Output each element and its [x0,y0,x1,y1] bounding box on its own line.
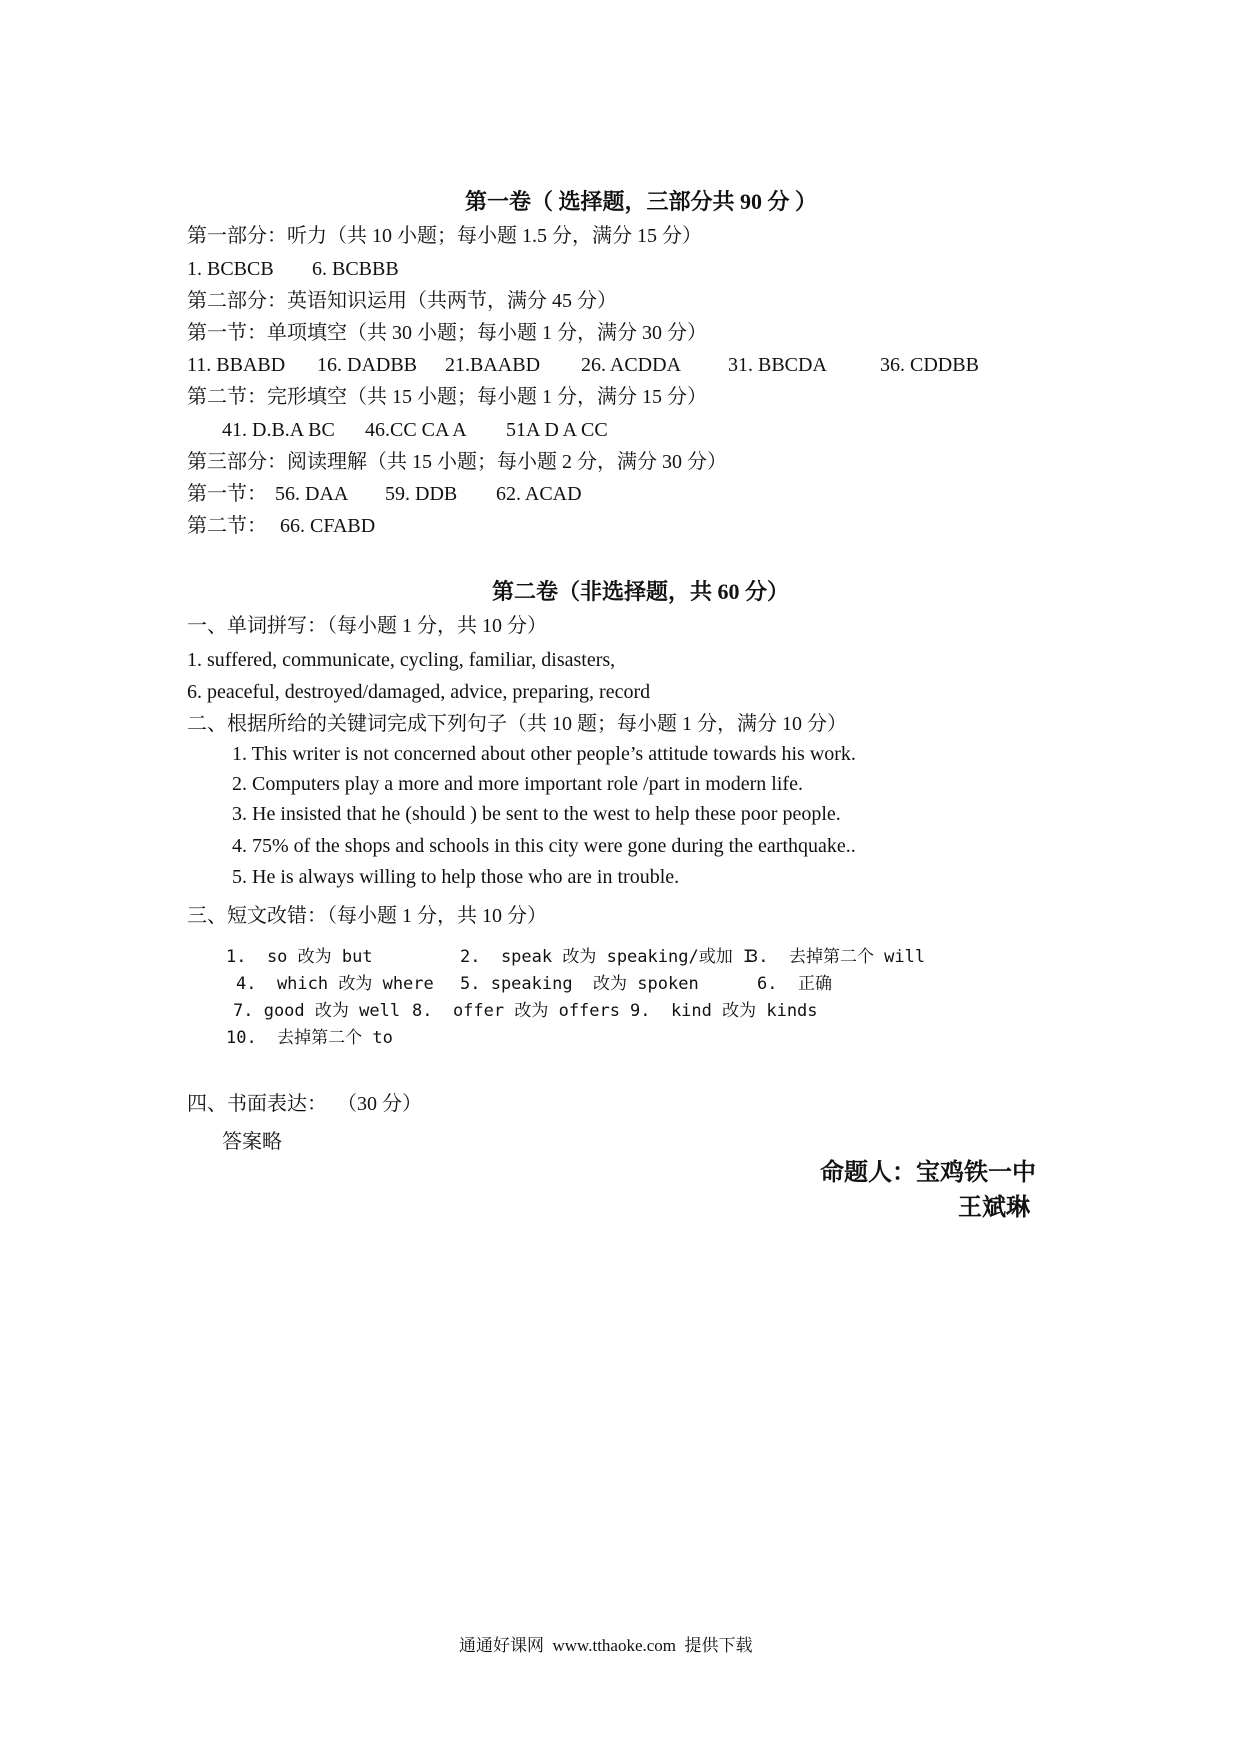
listening-answers-1: 1. BCBCB [187,258,274,280]
correction-item: 7. good 改为 well [233,1001,401,1021]
cloze-group: 51A D A CC [506,419,608,441]
sentence-answer: 5. He is always willing to help those who are in trouble. [232,866,680,888]
single-choice-group: 31. BBCDA [728,354,827,376]
reading-section2-label: 第二节： [187,515,267,537]
listening-header: 第一部分：听力（共 10 小题；每小题 1.5 分，满分 15 分） [187,225,702,247]
reading-header: 第三部分：阅读理解（共 15 小题；每小题 2 分，满分 30 分） [187,451,727,473]
author-line: 命题人：宝鸡铁一中 [820,1160,1036,1186]
author-name: 王斌琳 [958,1195,1030,1221]
part2-title: 第二卷（非选择题，共 60 分） [492,579,790,604]
writing-header: 四、书面表达： （30 分） [187,1093,422,1115]
correction-item: 1. so 改为 but [226,947,373,967]
correction-header: 三、短文改错：（每小题 1 分，共 10 分） [187,905,547,927]
correction-item: 10. 去掉第二个 to [226,1028,393,1048]
reading-group: 62. ACAD [496,483,582,505]
sentence-answer: 4. 75% of the shops and schools in this city were gone during the earthquake.. [232,835,856,857]
correction-item: 8. offer 改为 offers [412,1001,620,1021]
part1-title: 第一卷（ 选择题，三部分共 90 分 ） [465,189,818,214]
listening-answers-2: 6. BCBBB [312,258,399,280]
knowledge-header: 第二部分：英语知识运用（共两节，满分 45 分） [187,290,617,312]
correction-item: 6. 正确 [757,974,832,994]
reading-group: 56. DAA [275,483,349,505]
writing-answer: 答案略 [222,1131,282,1153]
cloze-header: 第二节：完形填空（共 15 小题；每小题 1 分，满分 15 分） [187,386,707,408]
correction-item: 9. kind 改为 kinds [630,1001,818,1021]
single-choice-group: 36. CDDBB [880,354,979,376]
spelling-header: 一、单词拼写：（每小题 1 分，共 10 分） [187,615,547,637]
single-choice-group: 16. DADBB [317,354,418,376]
spelling-answers-2: 6. peaceful, destroyed/damaged, advice, preparing, record [187,681,651,703]
footer-source: 通通好课网 www.tthaoke.com 提供下载 [459,1636,753,1655]
reading-section2-answers: 66. CFABD [280,515,376,537]
single-choice-group: 11. BBABD [187,354,286,376]
sentence-answer: 1. This writer is not concerned about other people’s attitude towards his work. [232,743,856,765]
sentence-answer: 3. He insisted that he (should ) be sent to the west to help these poor people. [232,803,841,825]
correction-item: 2. speak 改为 speaking/或加 I [460,947,754,967]
sentences-header: 二、根据所给的关键词完成下列句子（共 10 题；每小题 1 分，满分 10 分） [187,713,847,735]
reading-section1-label: 第一节： [187,483,267,505]
single-choice-header: 第一节：单项填空（共 30 小题；每小题 1 分，满分 30 分） [187,322,707,344]
cloze-group: 41. D.B.A BC [222,419,335,441]
single-choice-group: 26. ACDDA [581,354,682,376]
reading-group: 59. DDB [385,483,458,505]
correction-item: 3. 去掉第二个 will [748,947,926,967]
single-choice-group: 21.BAABD [445,354,541,376]
correction-item: 4. which 改为 where [236,974,434,994]
correction-item: 5. speaking 改为 spoken [460,974,699,994]
sentence-answer: 2. Computers play a more and more important role /part in modern life. [232,773,803,795]
spelling-answers-1: 1. suffered, communicate, cycling, familiar, disasters, [187,649,616,671]
cloze-group: 46.CC CA A [365,419,467,441]
